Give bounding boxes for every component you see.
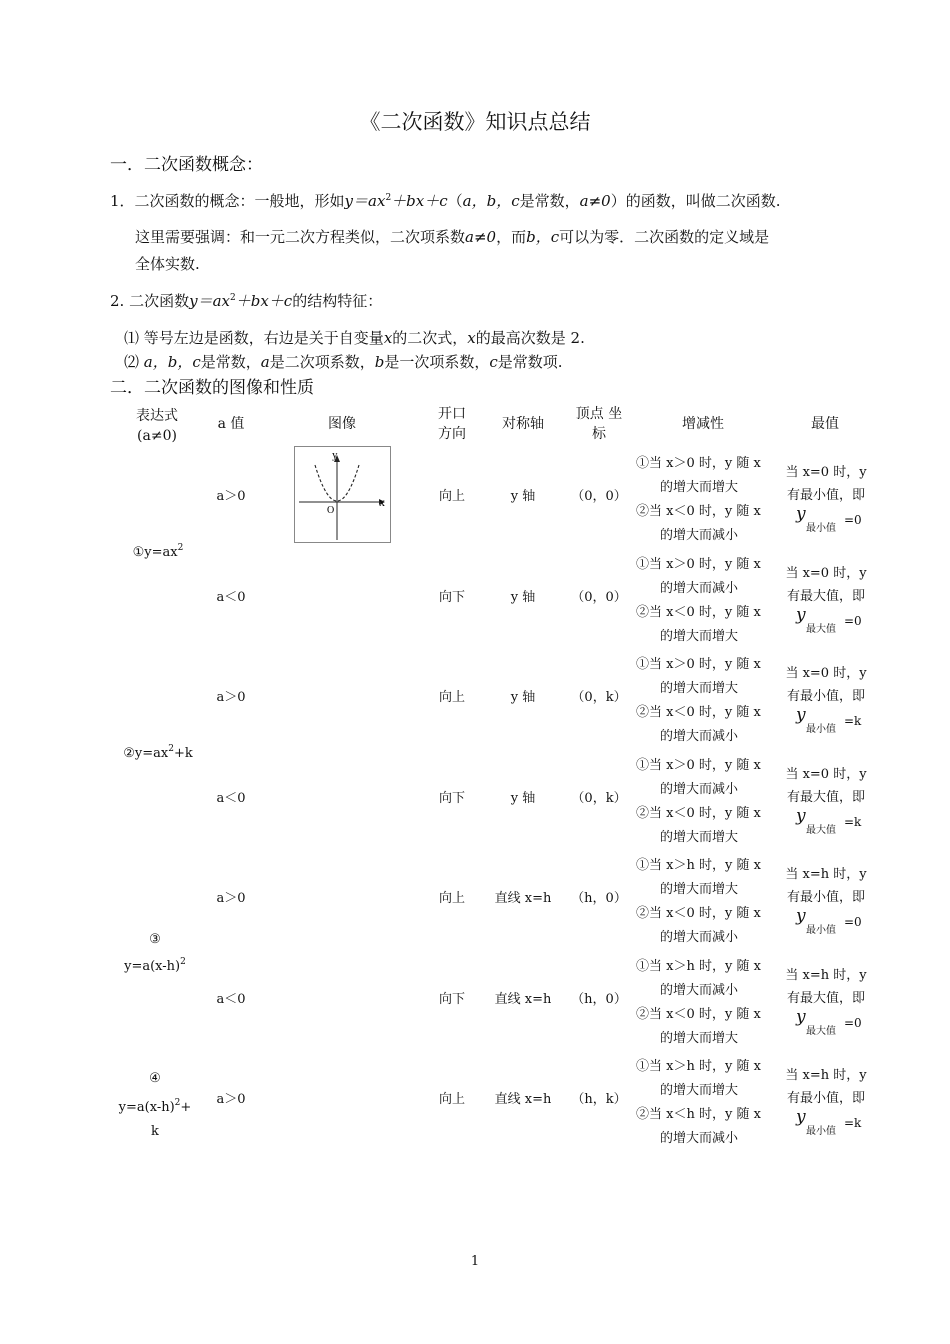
item2-formula-exp: 2 xyxy=(229,293,236,303)
monotonicity-line: ①当 x＞h 时，y 随 x xyxy=(636,858,761,873)
row-monotonicity xyxy=(636,854,772,950)
item1-line2 xyxy=(135,226,769,247)
parabola-graph-svg xyxy=(295,447,390,542)
sub2-av: a xyxy=(260,353,270,371)
row-extreme xyxy=(782,763,870,835)
extreme-sub: 最大值 xyxy=(806,824,836,836)
row-a-value: a＜0 xyxy=(216,991,246,1007)
sub2-cv: c xyxy=(489,353,498,371)
monotonicity-line: 的增大而增大 xyxy=(660,829,739,845)
header-vertex xyxy=(566,404,632,444)
document-title: 《二次函数》知识点总结 xyxy=(359,110,591,134)
group-label-4 xyxy=(112,1067,198,1144)
header-expr xyxy=(118,406,196,446)
sub2-b: 是二次项系数， xyxy=(269,353,375,371)
graph-x-label: x xyxy=(379,495,385,509)
header-open-line2: 方向 xyxy=(438,426,466,442)
group-4-sup: 2 xyxy=(174,1098,181,1108)
sub1-num: ⑴ xyxy=(124,329,140,347)
row-monotonicity xyxy=(636,653,772,749)
item2-formula: y＝ax xyxy=(189,292,230,310)
extreme-line2: 有最小值，即 xyxy=(786,890,865,905)
monotonicity-line: 的增大而增大 xyxy=(660,1030,739,1046)
row-vertex: （h，0） xyxy=(571,891,627,906)
group-3-text: y=a(x-h) xyxy=(124,959,181,974)
extreme-y: y xyxy=(796,805,806,826)
extreme-value: =0 xyxy=(844,613,862,628)
item1-line2e: 可以为零．二次函数的定义域是 xyxy=(559,228,770,246)
sub1-b: 的二次式， xyxy=(392,329,468,347)
extreme-y: y xyxy=(796,705,806,725)
sub2-abc: a，b，c xyxy=(143,353,201,371)
row-vertex: （h，0） xyxy=(571,991,627,1007)
sub2-bv: b xyxy=(374,353,385,371)
group-3-line2 xyxy=(112,951,198,978)
sub2-d: 是常数项. xyxy=(497,353,563,371)
extreme-formula xyxy=(782,1006,870,1037)
extreme-y: y xyxy=(796,504,806,524)
monotonicity-line: ②当 x＜0 时，y 随 x xyxy=(636,604,761,620)
row-open-direction: 向下 xyxy=(438,589,465,605)
group-2-sup: 2 xyxy=(168,744,174,754)
row-vertex: （h，k） xyxy=(571,1092,627,1107)
monotonicity-line: 的增大而增大 xyxy=(660,1083,739,1098)
row-open-direction: 向上 xyxy=(438,690,465,705)
item1-formula-exp: 2 xyxy=(385,193,392,203)
row-axis: 直线 x=h xyxy=(494,891,552,906)
header-graph: 图像 xyxy=(328,416,356,432)
parabola-graph xyxy=(294,446,391,543)
extreme-formula xyxy=(782,906,870,936)
sub2-num: ⑵ xyxy=(124,353,140,371)
header-open-line1: 开口 xyxy=(438,406,466,422)
extreme-value: =k xyxy=(844,1116,862,1130)
section2-heading: 二．二次函数的图像和性质 xyxy=(110,378,314,398)
group-2-text: ②y=ax xyxy=(123,746,169,761)
item1-cond-a: a≠0 xyxy=(579,192,611,210)
row-a-value: a＞0 xyxy=(216,1092,246,1107)
monotonicity-line: 的增大而减小 xyxy=(660,580,739,596)
monotonicity-line: 的增大而增大 xyxy=(660,480,739,495)
extreme-formula xyxy=(782,604,870,635)
item1-lead: 1．二次函数的概念：一般地，形如 xyxy=(110,192,345,210)
extreme-y: y xyxy=(796,1107,806,1127)
group-4-line3: k xyxy=(151,1124,159,1139)
row-monotonicity xyxy=(636,754,772,850)
monotonicity-line: 的增大而减小 xyxy=(660,528,739,543)
header-expr-line1: 表达式 xyxy=(136,408,178,424)
extreme-formula xyxy=(782,504,870,534)
row-extreme xyxy=(782,662,870,734)
group-4-line2 xyxy=(112,1091,198,1120)
item1-line2a: 这里需要强调：和一元二次方程类似，二次项系数 xyxy=(135,228,466,246)
group-label-1 xyxy=(112,540,204,561)
group-2-tail: +k xyxy=(173,746,193,761)
extreme-line1: 当 x=h 时，y xyxy=(785,1068,867,1083)
extreme-sub: 最小值 xyxy=(806,925,836,936)
extreme-value: =0 xyxy=(844,513,862,527)
row-open-direction: 向上 xyxy=(438,891,465,906)
sub1-a: 等号左边是函数，右边是关于自变量 xyxy=(143,329,384,347)
sub1-x: x xyxy=(383,329,393,347)
row-vertex: （0，0） xyxy=(571,489,627,504)
sub1-line xyxy=(124,327,585,348)
group-label-3 xyxy=(112,929,198,978)
monotonicity-line: 的增大而减小 xyxy=(660,982,739,998)
row-monotonicity xyxy=(636,1055,772,1151)
page-number: 1 xyxy=(470,1254,480,1269)
row-open-direction: 向上 xyxy=(438,1092,465,1107)
row-monotonicity xyxy=(636,955,772,1051)
row-open-direction: 向下 xyxy=(438,790,465,806)
item2-lead: 2. 二次函数 xyxy=(110,292,190,310)
extreme-sub: 最小值 xyxy=(806,523,836,534)
monotonicity-line: 的增大而减小 xyxy=(660,729,739,744)
monotonicity-line: ①当 x＞0 时，y 随 x xyxy=(636,657,761,672)
item1-line1 xyxy=(110,190,780,211)
row-a-value: a＞0 xyxy=(216,489,246,504)
monotonicity-line: ①当 x＞h 时，y 随 x xyxy=(636,958,761,974)
item2-tail: 的结构特征： xyxy=(292,292,383,310)
extreme-y: y xyxy=(796,906,806,926)
monotonicity-line: ②当 x＜0 时，y 随 x xyxy=(636,1006,761,1022)
group-4-tail: + xyxy=(180,1100,192,1115)
item1-line2b: a≠0 xyxy=(465,228,497,246)
monotonicity-line: ②当 x＜h 时，y 随 x xyxy=(636,1107,761,1122)
monotonicity-line: ②当 x＜0 时，y 随 x xyxy=(636,906,761,921)
extreme-line1: 当 x=0 时，y xyxy=(785,666,867,681)
monotonicity-line: 的增大而增大 xyxy=(660,681,739,696)
monotonicity-line: ①当 x＞0 时，y 随 x xyxy=(636,556,761,572)
monotonicity-line: ②当 x＜0 时，y 随 x xyxy=(636,805,761,821)
header-open xyxy=(422,404,482,444)
monotonicity-line: 的增大而减小 xyxy=(660,1131,739,1146)
monotonicity-line: 的增大而减小 xyxy=(660,781,739,797)
extreme-line1: 当 x=0 时，y xyxy=(785,766,867,782)
monotonicity-line: ②当 x＜0 时，y 随 x xyxy=(636,504,761,519)
row-extreme xyxy=(782,461,870,533)
row-extreme xyxy=(782,964,870,1036)
header-a: a 值 xyxy=(217,416,245,432)
row-axis: y 轴 xyxy=(510,790,536,806)
sub1-x2: x xyxy=(467,329,476,347)
extreme-line2: 有最大值，即 xyxy=(786,990,865,1006)
row-monotonicity xyxy=(636,452,772,548)
extreme-line2: 有最大值，即 xyxy=(786,789,865,805)
group-1-text: ①y=ax xyxy=(132,545,178,560)
monotonicity-line: ①当 x＞0 时，y 随 x xyxy=(636,757,761,773)
item1-formula-tail: ＋bx＋c xyxy=(391,192,448,210)
extreme-sub: 最小值 xyxy=(806,724,836,735)
extreme-value: =0 xyxy=(844,915,862,929)
monotonicity-line: ①当 x＞h 时，y 随 x xyxy=(636,1059,761,1074)
extreme-value: =k xyxy=(844,814,862,829)
extreme-value: =k xyxy=(844,714,862,728)
extreme-formula xyxy=(782,805,870,836)
sub2-line xyxy=(124,351,563,372)
header-vertex-line2: 标 xyxy=(592,426,606,442)
monotonicity-line: ①当 x＞0 时，y 随 x xyxy=(636,456,761,471)
extreme-y: y xyxy=(796,1006,806,1027)
row-extreme xyxy=(782,562,870,634)
header-expr-line2: (a≠0) xyxy=(137,428,177,444)
row-axis: y 轴 xyxy=(510,690,536,705)
row-monotonicity xyxy=(636,553,772,649)
row-open-direction: 向下 xyxy=(438,991,465,1007)
item1-cond-open: （ xyxy=(447,192,463,210)
extreme-sub: 最小值 xyxy=(806,1126,836,1137)
item1-cond: a，b，c xyxy=(462,192,520,210)
item2-line xyxy=(110,290,382,311)
header-mono: 增减性 xyxy=(682,416,724,432)
row-a-value: a＞0 xyxy=(216,690,246,705)
row-vertex: （0，0） xyxy=(571,589,627,605)
graph-origin-label: O xyxy=(327,505,335,516)
extreme-sub: 最大值 xyxy=(806,1025,836,1037)
group-4-line1: ④ xyxy=(149,1071,161,1086)
monotonicity-line: ②当 x＜0 时，y 随 x xyxy=(636,705,761,720)
extreme-formula xyxy=(782,1107,870,1137)
extreme-line2: 有最小值，即 xyxy=(786,1091,865,1106)
group-3-sup: 2 xyxy=(180,957,186,967)
row-a-value: a＞0 xyxy=(216,891,246,906)
sub1-c: 的最高次数是 2. xyxy=(475,329,585,347)
extreme-line1: 当 x=0 时，y xyxy=(785,565,867,581)
row-axis: y 轴 xyxy=(510,589,536,605)
header-axis: 对称轴 xyxy=(502,416,544,432)
row-a-value: a＜0 xyxy=(216,589,246,605)
group-3-line1: ③ xyxy=(149,932,161,947)
row-axis: 直线 x=h xyxy=(494,991,552,1007)
row-extreme xyxy=(782,863,870,935)
extreme-line2: 有最小值，即 xyxy=(786,689,865,704)
row-open-direction: 向上 xyxy=(438,489,465,504)
item1-line3: 全体实数. xyxy=(135,255,200,273)
group-4-text: y=a(x-h) xyxy=(118,1100,175,1115)
extreme-y: y xyxy=(796,604,806,625)
sub2-a: 是常数， xyxy=(200,353,261,371)
monotonicity-line: 的增大而减小 xyxy=(660,930,739,945)
extreme-line1: 当 x=0 时，y xyxy=(785,465,867,480)
graph-y-label: y xyxy=(332,449,338,461)
extreme-formula xyxy=(782,705,870,735)
item1-line2c: ，而 xyxy=(496,228,527,246)
group-1-sup: 2 xyxy=(177,543,184,553)
group-label-2 xyxy=(112,741,204,762)
extreme-line2: 有最大值，即 xyxy=(786,588,865,604)
header-vertex-line1: 顶点 坐 xyxy=(575,406,623,422)
header-extreme: 最值 xyxy=(811,416,839,432)
section1-heading: 一．二次函数概念： xyxy=(110,155,263,175)
item1-cond-mid: 是常数， xyxy=(519,192,580,210)
row-vertex: （0，k） xyxy=(571,790,627,806)
item2-formula-tail: ＋bx＋c xyxy=(235,292,293,310)
row-axis: 直线 x=h xyxy=(494,1092,552,1107)
extreme-line1: 当 x=h 时，y xyxy=(785,867,867,882)
row-axis: y 轴 xyxy=(510,489,536,504)
sub2-c: 是一次项系数， xyxy=(384,353,490,371)
monotonicity-line: 的增大而增大 xyxy=(660,882,739,897)
monotonicity-line: 的增大而增大 xyxy=(660,628,739,644)
extreme-value: =0 xyxy=(844,1015,862,1030)
item1-tail: ）的函数，叫做二次函数. xyxy=(610,192,781,210)
extreme-line2: 有最小值，即 xyxy=(786,488,865,503)
extreme-sub: 最大值 xyxy=(806,623,836,635)
row-a-value: a＜0 xyxy=(216,790,246,806)
item1-formula: y＝ax xyxy=(344,192,386,210)
row-vertex: （0，k） xyxy=(571,690,627,705)
item1-line2d: b，c xyxy=(526,228,560,246)
extreme-line1: 当 x=h 时，y xyxy=(785,967,867,983)
row-extreme xyxy=(782,1064,870,1136)
